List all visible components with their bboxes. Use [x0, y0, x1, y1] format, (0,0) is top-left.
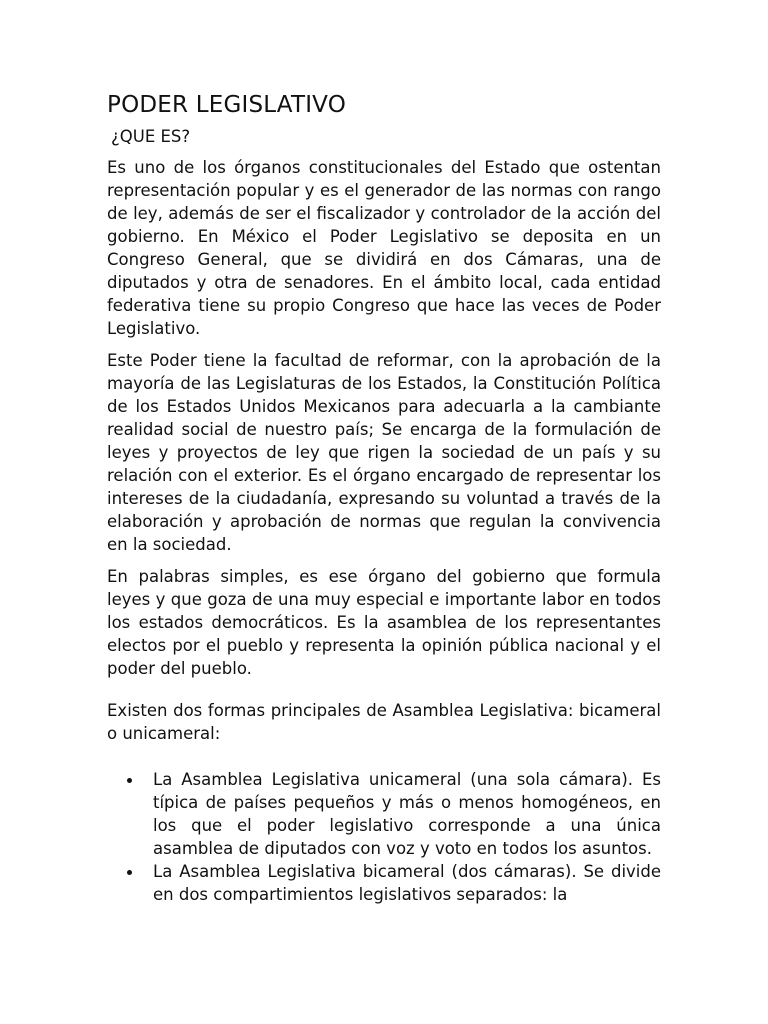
list-item: [107, 768, 661, 860]
paragraph-simple-terms: En palabras simples, es ese órgano del gobierno que formula leyes y que goza de una muy especial e importante labor en todos los estados democráticos. Es la asamblea de los representantes electos por el pueblo y representa la opinión pública nacional y el poder del pueblo.: [107, 567, 661, 678]
bullet-icon: [127, 870, 132, 875]
list-item: [107, 860, 661, 906]
assembly-types-list: [107, 768, 661, 906]
paragraph-definition: Es uno de los órganos constitucionales del Estado que ostentan representación popular y es el generador de las normas con rango de ley, además de ser el fiscalizador y controlador de la acción del gobierno. En México el Poder Legislativo se deposita en un Congreso General, que se dividirá en dos Cámaras, una de diputados y otra de senadores. En el ámbito local, cada entidad federativa tiene su propio Congreso que hace las veces de Poder Legislativo.: [107, 158, 661, 338]
section-heading: ¿QUE ES?: [111, 127, 191, 146]
document-title: PODER LEGISLATIVO: [107, 92, 347, 118]
list-item-text: La Asamblea Legislativa unicameral (una sola cámara). Es típica de países pequeños y más o menos homogéneos, en los que el poder legislativo corresponde a una única asamblea de diputados con voz y voto en todos los asuntos.: [153, 770, 661, 858]
document-page: [107, 90, 661, 906]
list-intro: Existen dos formas principales de Asamblea Legislativa: bicameral o unicameral:: [107, 701, 661, 743]
paragraph-functions: Este Poder tiene la facultad de reformar, con la aprobación de la mayoría de las Legislaturas de los Estados, la Constitución Política de los Estados Unidos Mexicanos para adecuarla a la cambiante realidad social de nuestro país; Se encarga de la formulación de leyes y proyectos de ley que rigen la sociedad de un país y su relación con el exterior. Es el órgano encargado de representar los intereses de la ciudadanía, expresando su voluntad a través de la elaboración y aprobación de normas que regulan la convivencia en la sociedad.: [107, 351, 661, 554]
bullet-icon: [127, 778, 132, 783]
list-item-text: La Asamblea Legislativa bicameral (dos cámaras). Se divide en dos compartimientos legislativos separados: la: [153, 862, 661, 904]
